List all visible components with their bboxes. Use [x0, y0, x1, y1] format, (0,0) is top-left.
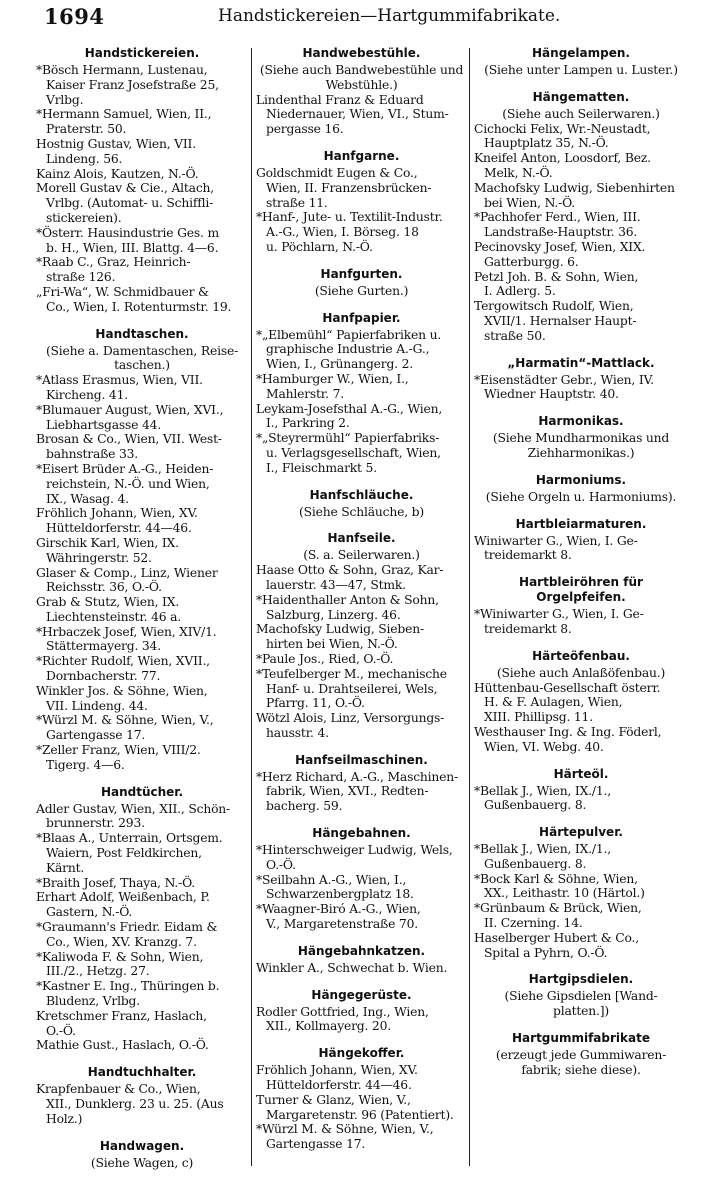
cross-reference: (Siehe Wagen, c): [90, 1155, 194, 1170]
section-heading: Handtuchhalter.: [87, 1065, 197, 1080]
directory-entry: Fröhlich Johann, Wien, XV. Hütteldorferstr. 44—46.: [36, 506, 198, 536]
directory-entry: Mathie Gust., Haslach, O.-Ö.: [36, 1038, 209, 1053]
directory-entry: *Winiwarter G., Wien, I. Ge- treidemarkt 8.: [474, 607, 644, 636]
directory-entry: *Hanf-, Jute- u. Textilit-Industr. A.-G., Wien, I. Börseg. 18 u. Pöchlarn, N.-Ö.: [256, 210, 443, 254]
directory-section: [474, 1031, 688, 1078]
directory-entry: Machofsky Ludwig, Sieben- hirten bei Wien, N.-Ö.: [256, 622, 424, 652]
directory-entry: *Teufelberger M., mechanische Hanf- u. Drahtseilerei, Wels, Pfarrg. 11, O.-Ö.: [256, 666, 447, 711]
cross-reference: (Siehe auch Bandwebestühle und Webstühle.): [259, 63, 464, 92]
directory-entry: Leykam-Josefsthal A.-G., Wien, I., Parkring 2.: [256, 401, 443, 431]
column-middle: [256, 46, 467, 1192]
directory-entry: Grab & Stutz, Wien, IX. Liechtensteinstr. 46 a.: [36, 595, 182, 624]
directory-section: [36, 785, 248, 1054]
section-heading: Harmonikas.: [538, 414, 624, 429]
directory-entry: Lindenthal Franz & Eduard Niedernauer, Wien, VI., Stum- pergasse 16.: [256, 92, 449, 137]
section-heading: Handwagen.: [99, 1138, 185, 1153]
cross-reference: (Siehe unter Lampen u. Luster.): [484, 63, 678, 77]
directory-section: [474, 972, 688, 1019]
directory-entry: Wötzl Alois, Linz, Versorgungs- hausstr. 4.: [256, 711, 445, 740]
directory-entry: *Hrbaczek Josef, Wien, XIV/1. Stättermayerg. 34.: [36, 624, 217, 654]
directory-entry: Hüttenbau-Gesellschaft österr. H. & F. Aulagen, Wien, XIII. Phillipsg. 11.: [474, 680, 661, 725]
directory-entry: Erhart Adolf, Weißenbach, P. Gastern, N.-Ö.: [36, 890, 210, 920]
directory-entry: Westhauser Ing. & Ing. Föderl, Wien, VI. Webg. 40.: [474, 724, 662, 754]
directory-entry: *Blumauer August, Wien, XVI., Liebhartsgasse 44.: [36, 402, 224, 432]
directory-entry: Fröhlich Johann, Wien, XV. Hütteldorferstr. 44—46.: [256, 1063, 418, 1093]
directory-entry: *Eisenstädter Gebr., Wien, IV. Wiedner Hauptstr. 40.: [474, 372, 654, 402]
directory-section: [474, 473, 688, 505]
directory-entry: Hostnig Gustav, Wien, VII. Lindeng. 56.: [36, 136, 196, 166]
directory-entry: Kainz Alois, Kautzen, N.-Ö.: [36, 166, 199, 181]
cross-reference: (Siehe auch Anlaßöfenbau.): [496, 665, 666, 680]
section-heading: „Harmatin“-Mattlack.: [507, 355, 655, 370]
section-heading: Hängelampen.: [532, 46, 630, 60]
directory-entry: Tergowitsch Rudolf, Wien, XVII/1. Hernalser Haupt- straße 50.: [474, 299, 637, 343]
section-heading: Hängekoffer.: [318, 1046, 405, 1061]
directory-entry: Brosan & Co., Wien, VII. West- bahnstraße 33.: [36, 432, 222, 462]
directory-entry: Haselberger Hubert & Co., Spital a Pyhrn, O.-Ö.: [474, 930, 639, 960]
directory-entry: *Pachhofer Ferd., Wien, III. Landstraße-Hauptstr. 36.: [474, 210, 641, 240]
directory-entry: *Waagner-Biró A.-G., Wien, V., Margaretenstraße 70.: [256, 902, 421, 932]
directory-entry: *Kaliwoda F. & Sohn, Wien, III./2., Hetzg. 27.: [36, 949, 204, 979]
directory-section: [256, 149, 467, 255]
directory-entry: Krapfenbauer & Co., Wien, XII., Dunklerg. 23 u. 25. (Aus Holz.): [36, 1082, 224, 1126]
section-heading: Hanfgarne.: [323, 148, 400, 163]
directory-entry: *Atlass Erasmus, Wien, VII. Kircheng. 41.: [36, 373, 203, 402]
section-heading: Hanfpapier.: [322, 310, 401, 325]
directory-section: [474, 356, 688, 403]
directory-entry: *Hinterschweiger Ludwig, Wels, O.-Ö.: [256, 843, 453, 872]
directory-entry: *Würzl M. & Söhne, Wien, V., Gartengasse 17.: [256, 1122, 434, 1152]
directory-section: [256, 46, 467, 137]
directory-entry: Cichocki Felix, Wr.-Neustadt, Hauptplatz 35, N.-Ö.: [474, 121, 651, 151]
directory-section: [256, 267, 467, 299]
directory-section: [474, 825, 688, 960]
directory-section: [256, 1046, 467, 1152]
page-number: 1694: [44, 4, 105, 29]
directory-section: [256, 988, 467, 1035]
column-left: [36, 46, 248, 1192]
directory-section: [256, 944, 467, 976]
directory-entry: Adler Gustav, Wien, XII., Schön- brunnerstr. 293.: [36, 801, 231, 831]
directory-entry: *Zeller Franz, Wien, VIII/2. Tigerg. 4—6.: [36, 743, 201, 772]
directory-section: [474, 46, 688, 78]
directory-entry: *Grünbaum & Brück, Wien, II. Czerning. 14.: [474, 901, 642, 931]
directory-section: [474, 767, 688, 814]
section-heading: Hanfseile.: [327, 531, 396, 546]
directory-section: [474, 90, 688, 344]
section-heading: Handtücher.: [100, 784, 184, 799]
directory-entry: *Bellak J., Wien, IX./1., Gußenbauerg. 8.: [474, 783, 611, 813]
directory-section: [256, 753, 467, 814]
cross-reference: (Siehe Orgeln u. Harmoniums).: [485, 489, 677, 504]
section-heading: Handstickereien.: [84, 46, 200, 60]
section-heading: Hartgummifabrikate: [512, 1031, 650, 1046]
directory-entry: Winkler Jos. & Söhne, Wien, VII. Lindeng. 44.: [36, 683, 208, 713]
column-divider: [251, 48, 252, 1166]
section-heading: Härteöl.: [553, 766, 609, 781]
directory-entry: *Richter Rudolf, Wien, XVII., Dornbacherstr. 77.: [36, 654, 210, 684]
cross-reference: (Siehe Gurten.): [314, 283, 409, 298]
running-title: Handstickereien—Hartgummifabrikate.: [218, 6, 561, 26]
directory-entry: Turner & Glanz, Wien, V., Margaretenstr. 96 (Patentiert).: [256, 1092, 454, 1122]
cross-reference: (Siehe a. Damentaschen, Reise- taschen.): [45, 343, 239, 373]
directory-section: [256, 826, 467, 932]
cross-reference: (Siehe Gipsdielen [Wand- platten.]): [504, 989, 658, 1019]
directory-section: [256, 311, 467, 476]
section-heading: Handwebestühle.: [302, 46, 421, 60]
directory-entry: Winkler A., Schwechat b. Wien.: [256, 960, 448, 975]
directory-entry: *Bock Karl & Söhne, Wien, XX., Leithastr. 10 (Härtol.): [474, 871, 645, 901]
section-heading: Hanfgurten.: [320, 266, 403, 281]
directory-entry: Haase Otto & Sohn, Graz, Kar- lauerstr. 43—47, Stmk.: [256, 563, 444, 592]
directory-entry: *Würzl M. & Söhne, Wien, V., Gartengasse 17.: [36, 713, 214, 743]
section-heading: Hartgipsdielen.: [528, 972, 634, 987]
directory-entry: *Seilbahn A.-G., Wien, I., Schwarzenbergplatz 18.: [256, 872, 414, 902]
cross-reference: (Siehe auch Seilerwaren.): [502, 106, 660, 121]
directory-entry: *Haidenthaller Anton & Sohn, Salzburg, Linzerg. 46.: [256, 592, 439, 622]
directory-entry: *Herz Richard, A.-G., Maschinen- fabrik, Wien, XVI., Redten- bacherg. 59.: [256, 769, 459, 814]
directory-entry: Machofsky Ludwig, Siebenhirten bei Wien, N.-Ö.: [474, 180, 675, 210]
directory-entry: Winiwarter G., Wien, I. Ge- treidemarkt 8.: [474, 533, 638, 563]
section-heading: Härtepulver.: [539, 825, 623, 840]
section-heading: Härteöfenbau.: [532, 648, 630, 663]
section-heading: Handtaschen.: [95, 326, 189, 341]
directory-entry: *Österr. Hausindustrie Ges. m b. H., Wien, III. Blattg. 4—6.: [36, 225, 219, 255]
directory-entry: *Hamburger W., Wien, I., Mahlerstr. 7.: [256, 371, 409, 401]
directory-entry: *„Steyrermühl“ Papierfabriks- u. Verlagsgesellschaft, Wien, I., Fleischmarkt 5.: [256, 431, 441, 475]
section-heading: Hängebahnen.: [312, 826, 411, 841]
directory-entry: Pecinovsky Josef, Wien, XIX. Gatterburgg. 6.: [474, 239, 646, 269]
directory-entry: Goldschmidt Eugen & Co., Wien, II. Franzensbrücken- straße 11.: [256, 165, 432, 210]
directory-section: [36, 1065, 248, 1126]
directory-entry: Glaser & Comp., Linz, Wiener Reichsstr. 36, O.-Ö.: [36, 565, 218, 595]
directory-entry: Morell Gustav & Cie., Altach, Vrlbg. (Automat- u. Schiffli- stickereien).: [36, 181, 215, 225]
directory-entry: *Bellak J., Wien, IX./1., Gußenbauerg. 8.: [474, 842, 611, 871]
cross-reference: (erzeugt jede Gummiwaren- fabrik; siehe diese).: [495, 1048, 667, 1077]
section-heading: Hanfschläuche.: [309, 487, 414, 502]
directory-entry: „Fri-Wa“, W. Schmidbauer & Co., Wien, I. Rotenturmstr. 19.: [36, 284, 232, 314]
cross-reference: (S. a. Seilerwaren.): [303, 548, 420, 563]
page-header: [0, 0, 721, 44]
directory-entry: Petzl Joh. B. & Sohn, Wien, I. Adlerg. 5.: [474, 269, 639, 299]
directory-entry: Girschik Karl, Wien, IX. Währingerstr. 52.: [36, 535, 179, 565]
column-divider: [469, 48, 470, 1166]
directory-section: [36, 1139, 248, 1171]
directory-entry: Rodler Gottfried, Ing., Wien, XII., Kollmayerg. 20.: [256, 1004, 429, 1034]
directory-entry: *Hermann Samuel, Wien, II., Praterstr. 50.: [36, 107, 212, 137]
column-right: [474, 46, 688, 1192]
directory-entry: *Eisert Brüder A.-G., Heiden- reichstein, N.-Ö. und Wien, IX., Wasag. 4.: [36, 461, 214, 506]
cross-reference: (Siehe Mundharmonikas und Ziehharmonikas.): [492, 431, 670, 460]
directory-section: [474, 414, 688, 461]
directory-section: [474, 517, 688, 564]
section-heading: Hängegerüste.: [311, 987, 412, 1002]
directory-section: [36, 46, 248, 315]
directory-section: [474, 575, 688, 637]
section-heading: Hängebahnkatzen.: [297, 943, 426, 958]
directory-entry: *Graumann's Friedr. Eidam & Co., Wien, XV. Kranzg. 7.: [36, 920, 218, 949]
directory-section: [474, 649, 688, 755]
directory-entry: *Kastner E. Ing., Thüringen b. Bludenz, Vrlbg.: [36, 979, 220, 1009]
section-heading: Hanfseilmaschinen.: [295, 752, 428, 767]
directory-entry: *Blaas A., Unterrain, Ortsgem. Waiern, Post Feldkirchen, Kärnt.: [36, 831, 223, 875]
directory-section: [256, 531, 467, 740]
directory-section: [36, 327, 248, 773]
cross-reference: (Siehe Schläuche, b): [298, 504, 424, 519]
section-heading: Hartbleiarmaturen.: [515, 516, 647, 531]
section-heading: Harmoniums.: [535, 472, 627, 487]
directory-entry: *„Elbemühl“ Papierfabriken u. graphische Industrie A.-G., Wien, I., Grünangerg. 2.: [256, 327, 442, 372]
section-heading: Hartbleiröhren für Orgelpfeifen.: [519, 575, 643, 605]
section-heading: Hängematten.: [532, 89, 630, 104]
directory-entry: *Bösch Hermann, Lustenau, Kaiser Franz Josefstraße 25, Vrlbg.: [36, 63, 219, 107]
directory-entry: *Paule Jos., Ried, O.-Ö.: [256, 651, 394, 666]
directory-section: [256, 488, 467, 520]
directory-entry: *Raab C., Graz, Heinrich- straße 126.: [36, 255, 191, 285]
directory-entry: *Braith Josef, Thaya, N.-Ö.: [36, 875, 196, 890]
directory-entry: Kneifel Anton, Loosdorf, Bez. Melk, N.-Ö.: [474, 151, 651, 180]
directory-entry: Kretschmer Franz, Haslach, O.-Ö.: [36, 1008, 207, 1038]
